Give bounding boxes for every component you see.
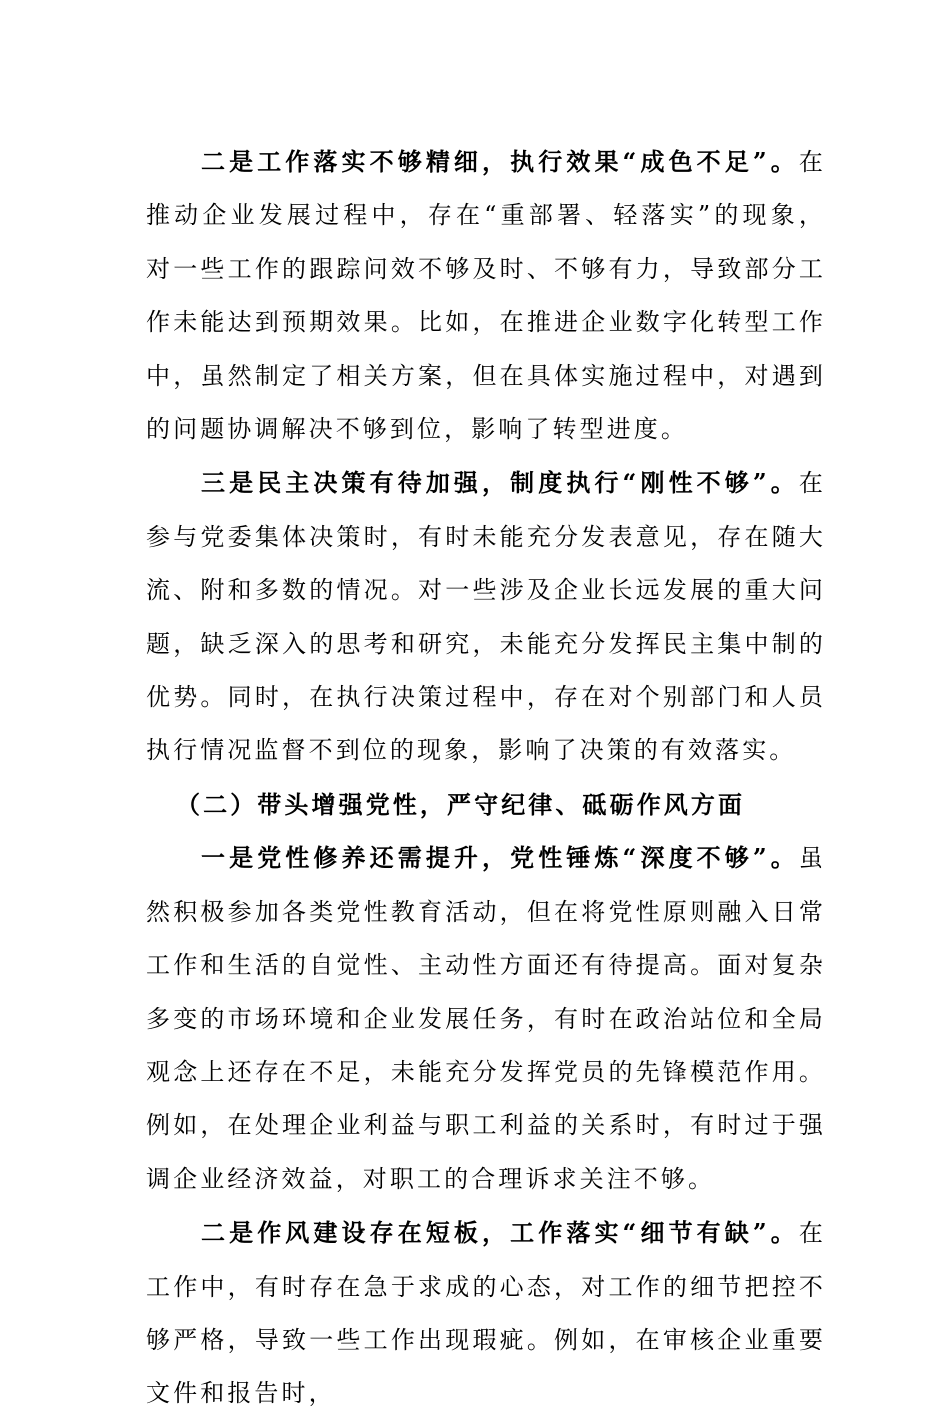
paragraph-body: 在推动企业发展过程中，存在“重部署、轻落实”的现象，对一些工作的跟踪问效不够及时、不够有力，导致部分工作未能达到预期效果。比如，在推进企业数字化转型工作中，虽然制定了相关方案，但在具体实施过程中，对遇到的问题协调解决不够到位，影响了转型进度。 bbox=[146, 148, 826, 444]
paragraph-body: 在参与党委集体决策时，有时未能充分发表意见，存在随大流、附和多数的情况。对一些涉及企业长远发展的重大问题，缺乏深入的思考和研究，未能充分发挥民主集中制的优势。同时，在执行决策过程中，存在对个别部门和人员执行情况监督不到位的现象，影响了决策的有效落实。 bbox=[146, 469, 826, 765]
paragraph-work-implementation bbox=[146, 135, 826, 456]
paragraph-body: 虽然积极参加各类党性教育活动，但在将党性原则融入日常工作和生活的自觉性、主动性方面还有待提高。面对复杂多变的市场环境和企业发展任务，有时在政治站位和全局观念上还存在不足，未能充分发挥党员的先锋模范作用。例如，在处理企业利益与职工利益的关系时，有时过于强调企业经济效益，对职工的合理诉求关注不够。 bbox=[146, 844, 826, 1193]
section-heading: （二）带头增强党性，严守纪律、砥砺作风方面 bbox=[176, 789, 746, 819]
paragraph-lead: 二是工作落实不够精细，执行效果“成色不足”。 bbox=[201, 147, 799, 176]
paragraph-party-spirit bbox=[146, 831, 826, 1206]
paragraph-lead: 二是作风建设存在短板，工作落实“细节有缺”。 bbox=[201, 1218, 799, 1248]
paragraph-democratic-decision bbox=[146, 456, 826, 777]
document-page bbox=[146, 135, 826, 1421]
paragraph-lead: 一是党性修养还需提升，党性锤炼“深度不够”。 bbox=[201, 843, 799, 873]
paragraph-body: 在工作中，有时存在急于求成的心态，对工作的细节把控不够严格，导致一些工作出现瑕疵。例如，在审核企业重要文件和报告时， bbox=[146, 1219, 826, 1408]
paragraph-work-style bbox=[146, 1206, 826, 1421]
paragraph-lead: 三是民主决策有待加强，制度执行“刚性不够”。 bbox=[201, 468, 799, 498]
